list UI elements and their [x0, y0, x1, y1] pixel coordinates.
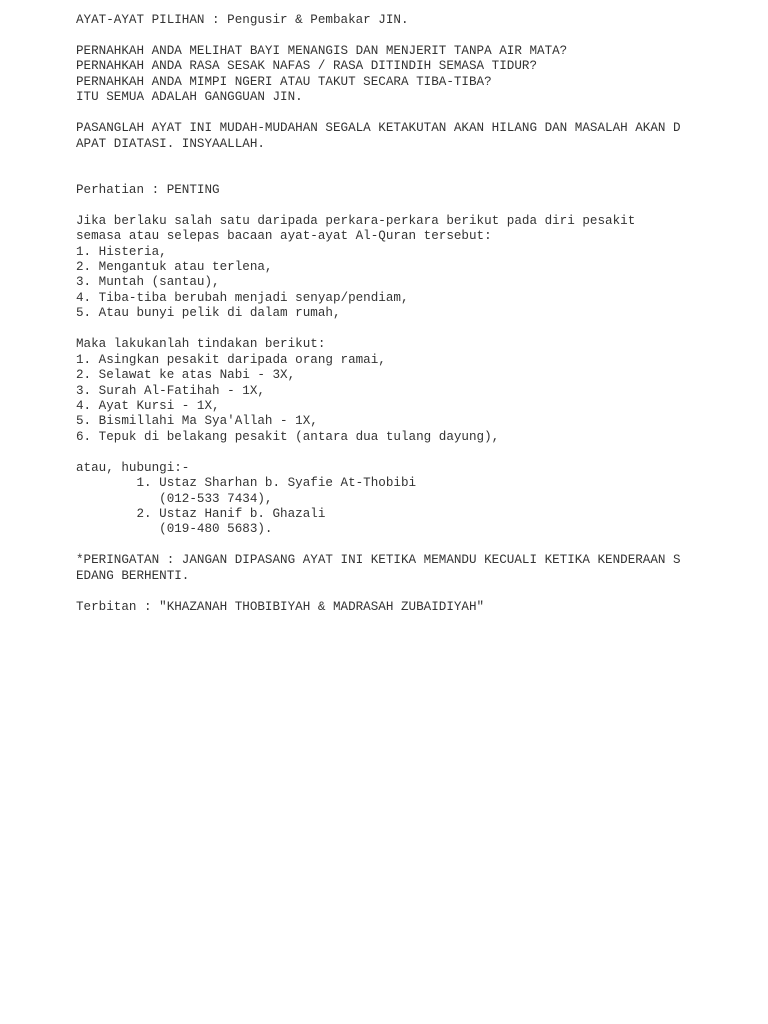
attention-heading: Perhatian : PENTING — [76, 182, 220, 197]
symptom-item: 3. Muntah (santau), — [76, 275, 220, 290]
question-conclusion: ITU SEMUA ADALAH GANGGUAN JIN. — [76, 90, 303, 105]
warning-line: *PERINGATAN : JANGAN DIPASANG AYAT INI KETIKA MEMANDU KECUALI KETIKA KENDERAAN S — [76, 553, 681, 568]
spacer — [76, 445, 736, 460]
symptom-item: 2. Mengantuk atau terlena, — [76, 260, 273, 275]
spacer — [76, 106, 736, 121]
warning-line: EDANG BERHENTI. — [76, 568, 190, 583]
symptom-item: 4. Tiba-tiba berubah menjadi senyap/pendiam, — [76, 290, 409, 305]
spacer — [76, 322, 736, 337]
question-line: PERNAHKAH ANDA RASA SESAK NAFAS / RASA DITINDIH SEMASA TIDUR? — [76, 59, 538, 74]
document-title: AYAT-AYAT PILIHAN : Pengusir & Pembakar JIN. — [76, 13, 409, 27]
actions-intro: Maka lakukanlah tindakan berikut: — [76, 337, 326, 352]
contact-name: 1. Ustaz Sharhan b. Syafie At-Thobibi — [76, 476, 417, 491]
instruction-line: PASANGLAH AYAT INI MUDAH-MUDAHAN SEGALA KETAKUTAN AKAN HILANG DAN MASALAH AKAN D — [76, 121, 681, 136]
instruction-line: APAT DIATASI. INSYAALLAH. — [76, 136, 265, 151]
spacer — [76, 584, 736, 599]
document-text — [76, 13, 736, 615]
publisher-line: Terbitan : "KHAZANAH THOBIBIYAH & MADRASAH ZUBAIDIYAH" — [76, 599, 485, 614]
spacer — [76, 198, 736, 213]
question-line: PERNAHKAH ANDA MIMPI NGERI ATAU TAKUT SECARA TIBA-TIBA? — [76, 74, 492, 89]
action-item: 4. Ayat Kursi - 1X, — [76, 398, 220, 413]
action-item: 6. Tepuk di belakang pesakit (antara dua tulang dayung), — [76, 429, 500, 444]
symptom-item: 5. Atau bunyi pelik di dalam rumah, — [76, 306, 341, 321]
spacer — [76, 538, 736, 553]
question-line: PERNAHKAH ANDA MELIHAT BAYI MENANGIS DAN MENJERIT TANPA AIR MATA? — [76, 43, 568, 58]
contact-phone: (019-480 5683). — [76, 522, 273, 537]
symptoms-intro: Jika berlaku salah satu daripada perkara-perkara berikut pada diri pesakit — [76, 213, 636, 228]
contact-intro: atau, hubungi:- — [76, 460, 190, 475]
action-item: 3. Surah Al-Fatihah - 1X, — [76, 383, 265, 398]
action-item: 5. Bismillahi Ma Sya'Allah - 1X, — [76, 414, 318, 429]
symptoms-intro: semasa atau selepas bacaan ayat-ayat Al-Quran tersebut: — [76, 229, 492, 244]
contact-phone: (012-533 7434), — [76, 491, 273, 506]
action-item: 2. Selawat ke atas Nabi - 3X, — [76, 368, 296, 383]
contact-name: 2. Ustaz Hanif b. Ghazali — [76, 507, 326, 522]
symptom-item: 1. Histeria, — [76, 244, 167, 259]
spacer — [76, 28, 736, 43]
action-item: 1. Asingkan pesakit daripada orang ramai, — [76, 352, 386, 367]
spacer — [76, 152, 736, 183]
